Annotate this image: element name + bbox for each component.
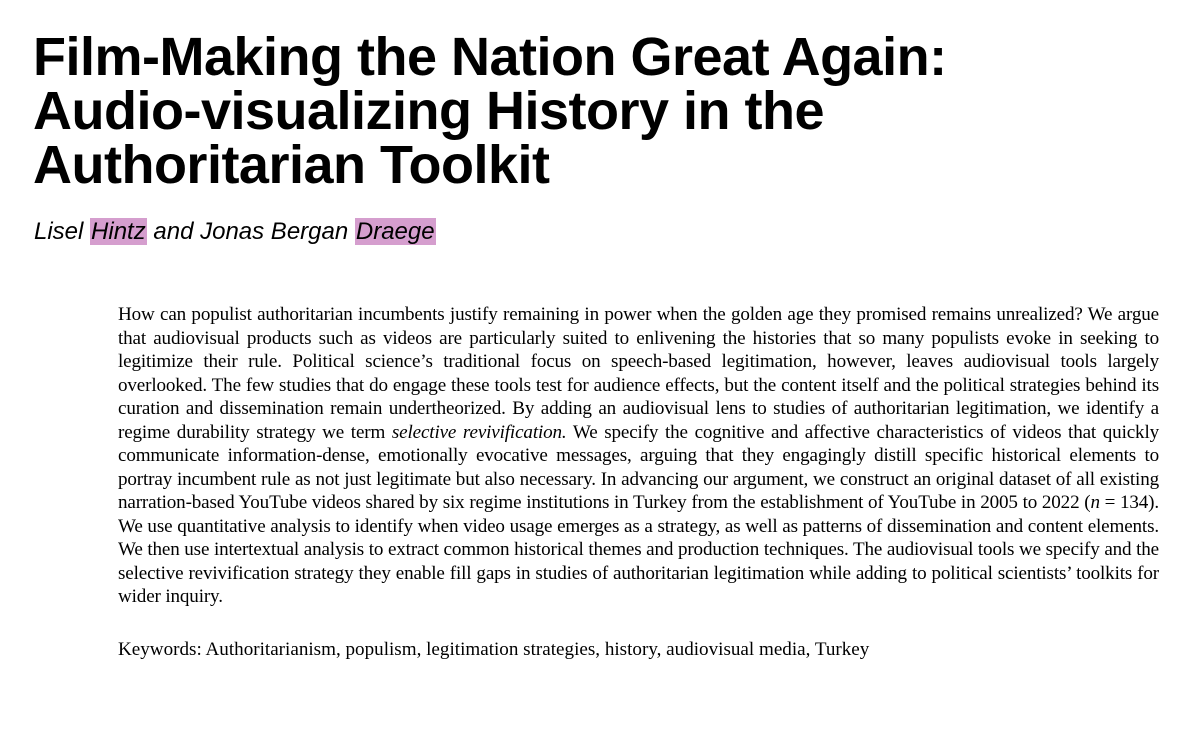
author-1-highlighted-surname: Hintz: [91, 218, 146, 245]
abstract-text-part-2: We specify the cognitive and affective characteristics of videos that quickly communicate information-dense, emotionally evocative messages, arguing that they engagingly distill specific historical elements to portray incumbent rule as not just legitimate but also necessary. In advancing our argument, we construct an original dataset of all existing narration-based YouTube videos shared by six regime institutions in Turkey from the establishment of YouTube in 2005 to 2022 (: [118, 421, 1159, 513]
title-line-1: Film-Making the Nation Great Again:: [33, 27, 947, 87]
author-1-given-name: Lisel: [34, 218, 91, 245]
abstract-text-part-3: = 134). We use quantitative analysis to identify when video usage emerges as a strategy, as well as patterns of dissemination and content elements. We then use intertextual analysis to extract common historical themes and production techniques. The audiovisual tools we specify and the selective revivification strategy they enable fill gaps in studies of authoritarian legitimation while adding to political scientists’ toolkits for wider inquiry.: [118, 492, 1159, 607]
title-line-2: Audio-visualizing History in the: [33, 81, 825, 141]
abstract-italic-n: n: [1090, 492, 1100, 513]
author-joiner: and Jonas Bergan: [146, 218, 355, 245]
author-line: [34, 216, 436, 248]
keywords-line: Keywords: Authoritarianism, populism, legitimation strategies, history, audiovisual media, Turkey: [118, 639, 870, 660]
title-line-3: Authoritarian Toolkit: [33, 135, 550, 195]
abstract-paragraph: [118, 303, 1159, 609]
paper-title: [33, 27, 1163, 195]
abstract-text-part-1: How can populist authoritarian incumbents justify remaining in power when the golden age they promised remains unrealized? We argue that audiovisual products such as videos are particularly suited to enlivening the histories that so many populists evoke in seeking to legitimize their rule. Political science’s traditional focus on speech-based legitimation, however, leaves audiovisual tools largely overlooked. The few studies that do engage these tools test for audience effects, but the content itself and the political strategies behind its curation and dissemination remain undertheorized. By adding an audiovisual lens to studies of authoritarian legitimation, we identify a regime durability strategy we term: [118, 304, 1159, 443]
abstract-italic-term: selective revivification.: [391, 421, 567, 443]
author-2-highlighted-surname: Draege: [355, 218, 435, 245]
